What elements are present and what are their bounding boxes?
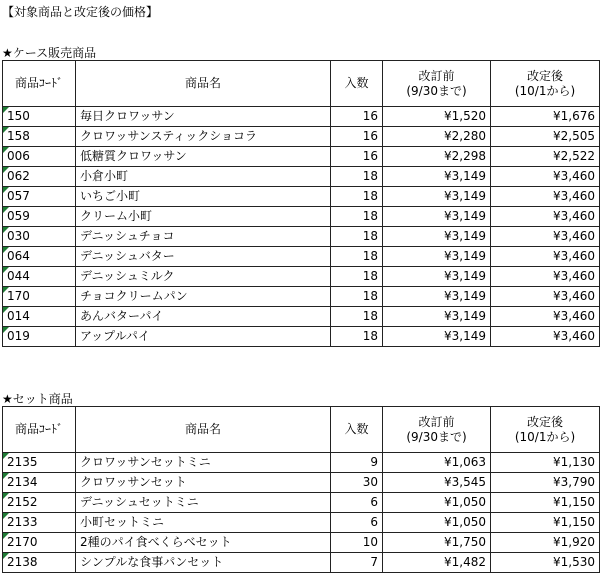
product-name-cell[interactable]: シンプルな食事パンセット <box>76 553 331 573</box>
product-code-cell[interactable]: 006 <box>3 147 76 167</box>
new-price-cell[interactable]: ¥1,150 <box>491 513 600 533</box>
old-price-cell[interactable]: ¥2,298 <box>383 147 491 167</box>
quantity-cell[interactable]: 18 <box>331 307 383 327</box>
old-price-cell[interactable]: ¥1,050 <box>383 513 491 533</box>
table-header-row <box>3 61 600 107</box>
quantity-cell[interactable]: 6 <box>331 513 383 533</box>
product-name-cell[interactable]: 小町セットミニ <box>76 513 331 533</box>
old-price-cell[interactable]: ¥1,050 <box>383 493 491 513</box>
table-row <box>3 147 600 167</box>
old-price-cell[interactable]: ¥1,750 <box>383 533 491 553</box>
product-name-cell[interactable]: クリーム小町 <box>76 207 331 227</box>
table-row <box>3 207 600 227</box>
table-row <box>3 227 600 247</box>
quantity-cell[interactable]: 18 <box>331 327 383 347</box>
new-price-cell[interactable]: ¥1,130 <box>491 453 600 473</box>
table-row <box>3 267 600 287</box>
new-price-cell[interactable]: ¥1,920 <box>491 533 600 553</box>
product-name-cell[interactable]: チョコクリームパン <box>76 287 331 307</box>
table-row <box>3 287 600 307</box>
old-price-cell[interactable]: ¥1,520 <box>383 107 491 127</box>
table-row <box>3 327 600 347</box>
product-name-cell[interactable]: 小倉小町 <box>76 167 331 187</box>
column-header-new-price <box>491 61 600 107</box>
old-price-cell[interactable]: ¥2,280 <box>383 127 491 147</box>
product-name-cell[interactable]: クロワッサンセット <box>76 473 331 493</box>
product-name-cell[interactable]: 2種のパイ食べくらべセット <box>76 533 331 553</box>
product-code-cell[interactable]: 158 <box>3 127 76 147</box>
column-header-old-price <box>383 61 491 107</box>
product-code-cell[interactable]: 2135 <box>3 453 76 473</box>
new-price-cell[interactable]: ¥3,460 <box>491 187 600 207</box>
product-code-cell[interactable]: 150 <box>3 107 76 127</box>
product-name-cell[interactable]: いちご小町 <box>76 187 331 207</box>
quantity-cell[interactable]: 7 <box>331 553 383 573</box>
product-code-cell[interactable]: 2138 <box>3 553 76 573</box>
old-price-cell[interactable]: ¥1,482 <box>383 553 491 573</box>
table-row <box>3 107 600 127</box>
product-code-cell[interactable]: 2152 <box>3 493 76 513</box>
product-name-cell[interactable]: クロワッサンスティックショコラ <box>76 127 331 147</box>
new-price-cell[interactable]: ¥1,150 <box>491 493 600 513</box>
product-name-cell[interactable]: クロワッサンセットミニ <box>76 453 331 473</box>
table-row <box>3 493 600 513</box>
table-header-row <box>3 407 600 453</box>
column-header-code: 商品ｺｰﾄﾞ <box>3 61 76 107</box>
product-name-cell[interactable]: 毎日クロワッサン <box>76 107 331 127</box>
new-price-cell[interactable]: ¥3,460 <box>491 287 600 307</box>
old-price-cell[interactable]: ¥3,545 <box>383 473 491 493</box>
product-code-cell[interactable]: 2133 <box>3 513 76 533</box>
table-row <box>3 453 600 473</box>
new-price-cell[interactable]: ¥3,460 <box>491 207 600 227</box>
new-price-cell[interactable]: ¥3,460 <box>491 247 600 267</box>
column-header-qty: 入数 <box>331 407 383 453</box>
new-price-header-label: 改定後 <box>526 414 563 429</box>
quantity-cell[interactable]: 18 <box>331 287 383 307</box>
product-code-cell[interactable]: 170 <box>3 287 76 307</box>
new-price-cell[interactable]: ¥3,460 <box>491 267 600 287</box>
old-price-cell[interactable]: ¥3,149 <box>383 327 491 347</box>
old-price-header-note: (9/30まで) <box>406 429 467 444</box>
new-price-header-note: (10/1から) <box>514 83 576 98</box>
product-name-cell[interactable]: アップルパイ <box>76 327 331 347</box>
column-header-old-price <box>383 407 491 453</box>
product-name-cell[interactable]: あんバターパイ <box>76 307 331 327</box>
column-header-name: 商品名 <box>76 407 331 453</box>
quantity-cell[interactable]: 16 <box>331 107 383 127</box>
old-price-cell[interactable]: ¥3,149 <box>383 167 491 187</box>
new-price-header-note: (10/1から) <box>514 429 576 444</box>
new-price-header-label: 改定後 <box>526 68 563 83</box>
new-price-cell[interactable]: ¥3,460 <box>491 167 600 187</box>
old-price-cell[interactable]: ¥3,149 <box>383 187 491 207</box>
product-code-cell[interactable]: 057 <box>3 187 76 207</box>
new-price-cell[interactable]: ¥2,505 <box>491 127 600 147</box>
old-price-header-label: 改訂前 <box>418 414 455 429</box>
product-code-cell[interactable]: 2134 <box>3 473 76 493</box>
quantity-cell[interactable]: 18 <box>331 207 383 227</box>
quantity-cell[interactable]: 6 <box>331 493 383 513</box>
column-header-new-price <box>491 407 600 453</box>
quantity-cell[interactable]: 18 <box>331 267 383 287</box>
product-code-cell[interactable]: 2170 <box>3 533 76 553</box>
product-code-cell[interactable]: 062 <box>3 167 76 187</box>
product-code-cell[interactable]: 030 <box>3 227 76 247</box>
quantity-cell[interactable]: 18 <box>331 167 383 187</box>
product-code-cell[interactable]: 044 <box>3 267 76 287</box>
set-section-title: ★セット商品 <box>2 392 73 406</box>
column-header-code: 商品ｺｰﾄﾞ <box>3 407 76 453</box>
table-row <box>3 167 600 187</box>
old-price-cell[interactable]: ¥3,149 <box>383 267 491 287</box>
old-price-cell[interactable]: ¥3,149 <box>383 287 491 307</box>
old-price-cell[interactable]: ¥3,149 <box>383 207 491 227</box>
quantity-cell[interactable]: 16 <box>331 147 383 167</box>
quantity-cell[interactable]: 18 <box>331 247 383 267</box>
product-name-cell[interactable]: デニッシュセットミニ <box>76 493 331 513</box>
new-price-cell[interactable]: ¥1,676 <box>491 107 600 127</box>
new-price-cell[interactable]: ¥3,790 <box>491 473 600 493</box>
quantity-cell[interactable]: 9 <box>331 453 383 473</box>
quantity-cell[interactable]: 18 <box>331 227 383 247</box>
table-row <box>3 533 600 553</box>
table-row <box>3 553 600 573</box>
table-row <box>3 247 600 267</box>
quantity-cell[interactable]: 16 <box>331 127 383 147</box>
table-row <box>3 513 600 533</box>
product-code-cell[interactable]: 064 <box>3 247 76 267</box>
table-row <box>3 473 600 493</box>
old-price-header-note: (9/30まで) <box>406 83 467 98</box>
column-header-qty: 入数 <box>331 61 383 107</box>
old-price-cell[interactable]: ¥3,149 <box>383 307 491 327</box>
new-price-cell[interactable]: ¥1,530 <box>491 553 600 573</box>
old-price-cell[interactable]: ¥1,063 <box>383 453 491 473</box>
new-price-cell[interactable]: ¥3,460 <box>491 307 600 327</box>
table-row <box>3 127 600 147</box>
new-price-cell[interactable]: ¥3,460 <box>491 227 600 247</box>
product-name-cell[interactable]: デニッシュミルク <box>76 267 331 287</box>
quantity-cell[interactable]: 10 <box>331 533 383 553</box>
column-header-name: 商品名 <box>76 61 331 107</box>
product-code-cell[interactable]: 059 <box>3 207 76 227</box>
product-name-cell[interactable]: デニッシュバター <box>76 247 331 267</box>
quantity-cell[interactable]: 18 <box>331 187 383 207</box>
quantity-cell[interactable]: 30 <box>331 473 383 493</box>
product-name-cell[interactable]: デニッシュチョコ <box>76 227 331 247</box>
old-price-cell[interactable]: ¥3,149 <box>383 227 491 247</box>
product-name-cell[interactable]: 低糖質クロワッサン <box>76 147 331 167</box>
case-section-title: ★ケース販売商品 <box>2 46 97 60</box>
page-title: 【対象商品と改定後の価格】 <box>2 5 159 19</box>
set-products-table <box>2 406 600 573</box>
table-row <box>3 307 600 327</box>
new-price-cell[interactable]: ¥2,522 <box>491 147 600 167</box>
old-price-cell[interactable]: ¥3,149 <box>383 247 491 267</box>
table-row <box>3 187 600 207</box>
product-code-cell[interactable]: 014 <box>3 307 76 327</box>
case-products-table <box>2 60 600 347</box>
old-price-header-label: 改訂前 <box>418 68 455 83</box>
product-code-cell[interactable]: 019 <box>3 327 76 347</box>
new-price-cell[interactable]: ¥3,460 <box>491 327 600 347</box>
